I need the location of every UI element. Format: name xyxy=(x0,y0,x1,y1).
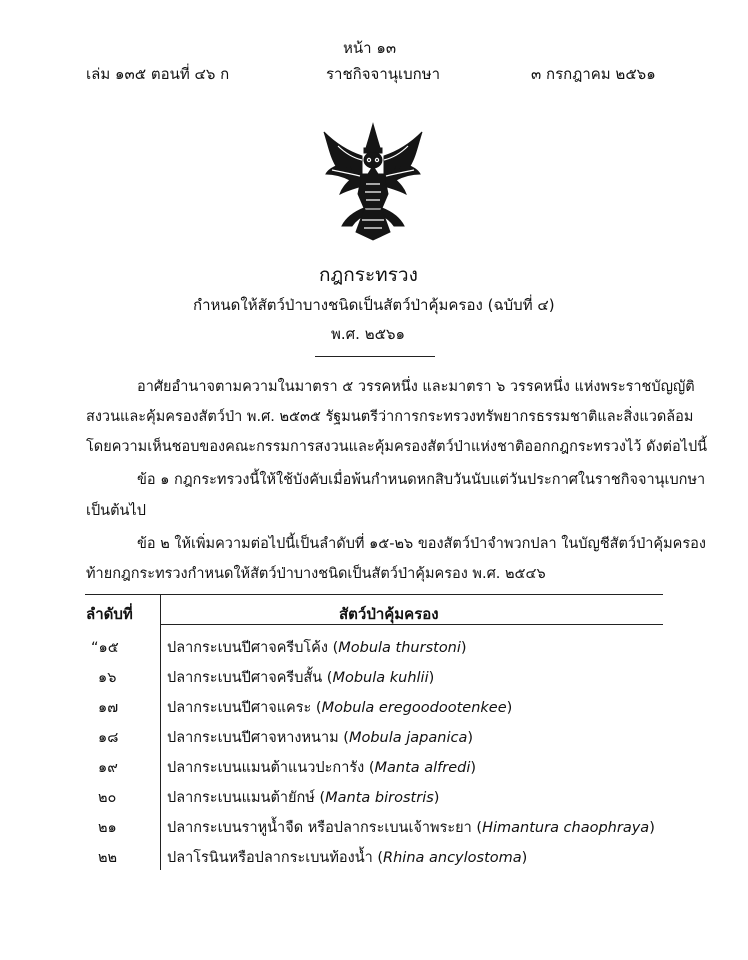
species-scientific-name: Mobula thurstoni xyxy=(338,640,461,656)
volume-info: เล่ม ๑๓๕ ตอนที่ ๔๖ ก xyxy=(86,65,230,83)
gazette-name: ราชกิจจานุเบกษา xyxy=(326,65,441,83)
table-row: ปลากระเบนราหูน้ำจืด หรือปลากระเบนเจ้าพระยา (Himantura chaophraya) xyxy=(167,820,655,836)
row-number: ๑๗ xyxy=(98,700,119,716)
species-scientific-name: Mobula kuhlii xyxy=(332,670,429,686)
gazette-date: ๓ กรกฎาคม ๒๕๖๑ xyxy=(531,65,656,83)
row-number: ๑๖ xyxy=(98,670,117,686)
species-thai-name: ปลากระเบนปีศาจหางหนาม xyxy=(167,730,339,746)
species-scientific-name: Manta alfredi xyxy=(374,760,471,776)
row-number: ๑๙ xyxy=(98,760,118,776)
document-year: พ.ศ. ๒๕๖๑ xyxy=(331,325,405,343)
table-column-divider xyxy=(160,594,161,870)
table-header-order: ลำดับที่ xyxy=(86,605,133,623)
table-row: ปลากระเบนปีศาจครีบโค้ง (Mobula thurstoni) xyxy=(167,640,467,656)
row-number: ๒๑ xyxy=(98,820,117,836)
row-number: ๒๐ xyxy=(98,790,117,806)
clause-1-line-1: ข้อ ๑ กฎกระทรวงนี้ให้ใช้บังคับเมื่อพ้นกำหนดหกสิบวันนับแต่วันประกาศในราชกิจจานุเบกษา xyxy=(137,472,706,488)
row-number: “๑๕ xyxy=(91,640,119,656)
species-thai-name: ปลากระเบนปีศาจครีบโค้ง xyxy=(167,640,328,656)
garuda-emblem-icon xyxy=(318,122,428,242)
table-row: ปลากระเบนปีศาจแคระ (Mobula eregoodootenkee) xyxy=(167,700,513,716)
title-divider xyxy=(315,356,435,357)
table-row: ปลากระเบนแมนต้ายักษ์ (Manta birostris) xyxy=(167,790,440,806)
table-header-rule xyxy=(160,624,663,625)
clause-2-line-1: ข้อ ๒ ให้เพิ่มความต่อไปนี้เป็นลำดับที่ ๑๕-๒๖ ของสัตว์ป่าจำพวกปลา ในบัญชีสัตว์ป่าคุ้มครอง xyxy=(137,536,706,552)
species-thai-name: ปลากระเบนปีศาจครีบสั้น xyxy=(167,670,323,686)
table-header-species: สัตว์ป่าคุ้มครอง xyxy=(339,605,439,623)
species-scientific-name: Rhina ancylostoma xyxy=(383,850,522,866)
species-thai-name: ปลากระเบนแมนต้าแนวปะการัง xyxy=(167,760,365,776)
page-number: หน้า ๑๓ xyxy=(343,39,397,57)
table-row: ปลากระเบนปีศาจหางหนาม (Mobula japanica) xyxy=(167,730,474,746)
species-scientific-name: Mobula eregoodootenkee xyxy=(321,700,507,716)
species-scientific-name: Manta birostris xyxy=(325,790,434,806)
document-subtitle: กำหนดให้สัตว์ป่าบางชนิดเป็นสัตว์ป่าคุ้มครอง (ฉบับที่ ๔) xyxy=(193,296,555,314)
species-thai-name: ปลากระเบนราหูน้ำจืด หรือปลากระเบนเจ้าพระยา xyxy=(167,820,472,836)
row-number: ๒๒ xyxy=(98,850,118,866)
row-number: ๑๘ xyxy=(98,730,119,746)
preamble-line-1: อาศัยอำนาจตามความในมาตรา ๕ วรรคหนึ่ง และมาตรา ๖ วรรคหนึ่ง แห่งพระราชบัญญัติ xyxy=(137,379,695,395)
species-scientific-name: Himantura chaophraya xyxy=(482,820,650,836)
species-scientific-name: Mobula japanica xyxy=(348,730,468,746)
clause-2-line-2: ท้ายกฎกระทรวงกำหนดให้สัตว์ป่าบางชนิดเป็นสัตว์ป่าคุ้มครอง พ.ศ. ๒๕๔๖ xyxy=(86,566,546,582)
species-thai-name: ปลากระเบนแมนต้ายักษ์ xyxy=(167,790,315,806)
clause-1-line-2: เป็นต้นไป xyxy=(86,503,146,519)
document-title: กฎกระทรวง xyxy=(319,264,418,286)
table-row: ปลาโรนินหรือปลากระเบนท้องน้ำ (Rhina ancylostoma) xyxy=(167,850,528,866)
preamble-line-2: สงวนและคุ้มครองสัตว์ป่า พ.ศ. ๒๕๓๕ รัฐมนตรีว่าการกระทรวงทรัพยากรธรรมชาติและสิ่งแวดล้อม xyxy=(86,409,694,425)
species-thai-name: ปลาโรนินหรือปลากระเบนท้องน้ำ xyxy=(167,850,373,866)
table-row: ปลากระเบนปีศาจครีบสั้น (Mobula kuhlii) xyxy=(167,670,435,686)
table-top-rule xyxy=(85,594,663,595)
preamble-line-3: โดยความเห็นชอบของคณะกรรมการสงวนและคุ้มครองสัตว์ป่าแห่งชาติออกกฎกระทรวงไว้ ดังต่อไปนี้ xyxy=(86,439,708,455)
species-thai-name: ปลากระเบนปีศาจแคระ xyxy=(167,700,312,716)
table-row: ปลากระเบนแมนต้าแนวปะการัง (Manta alfredi) xyxy=(167,760,477,776)
